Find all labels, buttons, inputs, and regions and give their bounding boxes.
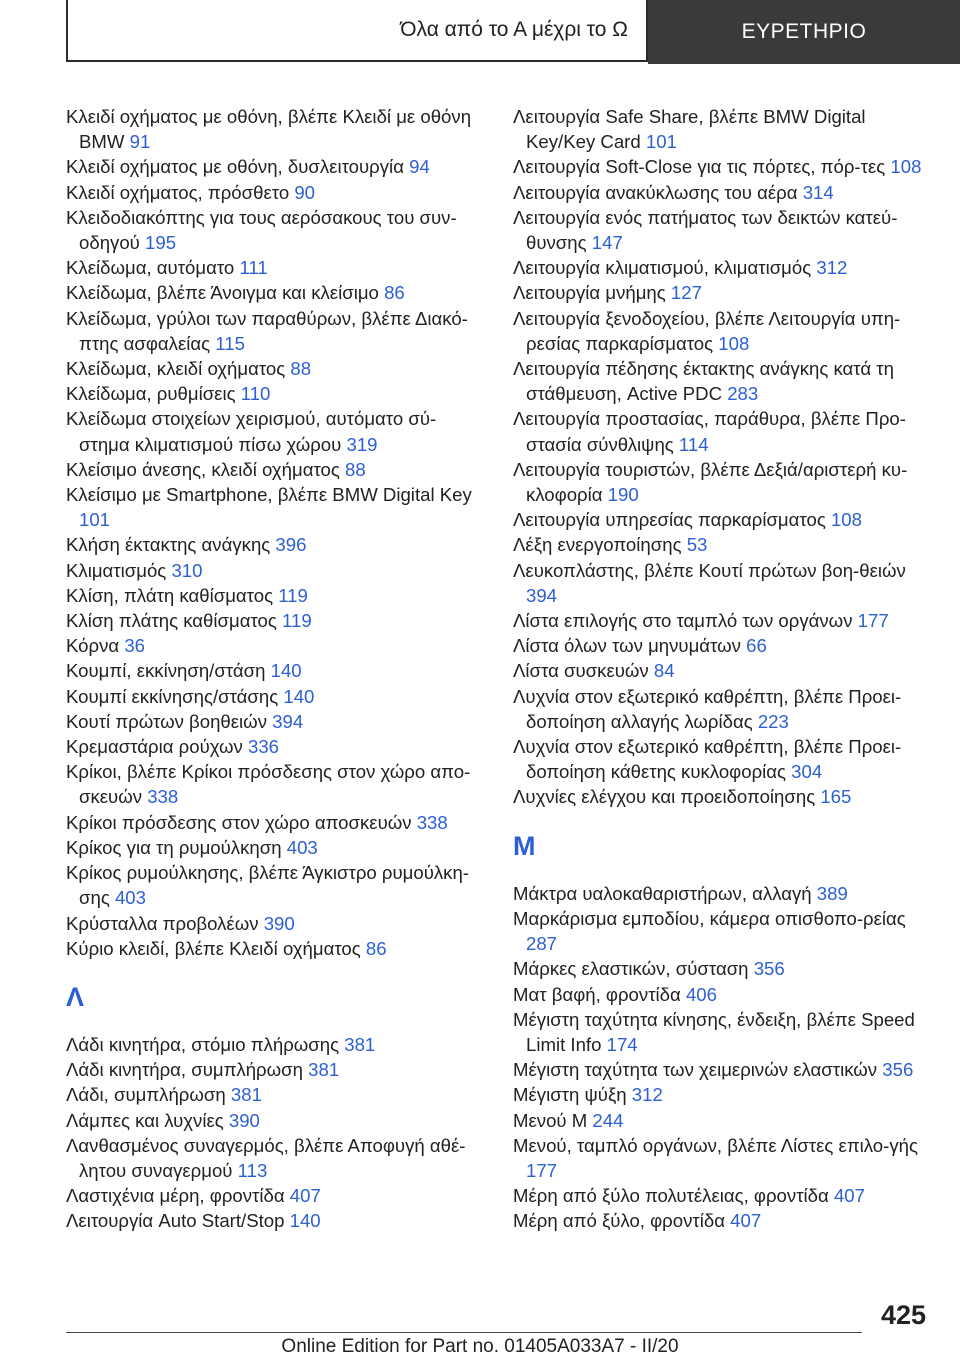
- page-link[interactable]: 407: [730, 1210, 762, 1232]
- index-entry-text: Λίστα επιλογής στο ταμπλό των οργάνων: [513, 610, 853, 632]
- index-entry: [513, 1082, 933, 1107]
- index-entry-text: Λυχνία στον εξωτερικό καθρέπτη, βλέπε Προει‐δοποίηση αλλαγής λωρίδας: [513, 685, 902, 732]
- index-letter-heading: Μ: [513, 830, 536, 861]
- page-link[interactable]: 338: [147, 786, 179, 808]
- index-entry-text: Ματ βαφή, φροντίδα: [513, 983, 681, 1005]
- page-link[interactable]: 111: [239, 257, 268, 279]
- index-column-left: [66, 104, 486, 1234]
- index-entry-text: Λάδι κινητήρα, στόμιο πλήρωσης: [66, 1033, 340, 1055]
- index-entry: [513, 658, 933, 683]
- index-entry-text: Κλειδί οχήματος με οθόνη, δυσλειτουργία: [66, 156, 404, 178]
- index-entry-text: Λυχνία στον εξωτερικό καθρέπτη, βλέπε Προει‐δοποίηση κάθετης κυκλοφορίας: [513, 736, 902, 783]
- page-link[interactable]: 403: [286, 836, 318, 858]
- page-link[interactable]: 101: [79, 509, 111, 531]
- index-entry: [513, 180, 933, 205]
- page-link[interactable]: 86: [384, 282, 405, 304]
- page-link[interactable]: 101: [645, 131, 677, 153]
- index-entry: [513, 255, 933, 280]
- index-entry-text: Μέρη από ξύλο πολυτέλειας, φροντίδα: [513, 1185, 829, 1207]
- index-entry-text: Λειτουργία πέδησης έκτακτης ανάγκης κατά τη στάθμευση, Active PDC: [513, 358, 894, 405]
- page-link[interactable]: 381: [344, 1033, 376, 1055]
- index-entry: [66, 532, 486, 557]
- index-entry-text: Κουμπί, εκκίνηση/στάση: [66, 660, 266, 682]
- index-entry-text: Κλείσιμο άνεσης, κλειδί οχήματος: [66, 458, 340, 480]
- page-link[interactable]: 406: [685, 983, 717, 1005]
- page-link[interactable]: 312: [816, 257, 848, 279]
- tab-index[interactable]: [648, 0, 960, 64]
- index-entry: [66, 658, 486, 683]
- index-entry-text: Λειτουργία ενός πατήματος των δεικτών κατεύ‐θυνσης: [513, 206, 898, 254]
- page-link[interactable]: 338: [416, 811, 448, 833]
- footer-edition-text: Online Edition for Part no. 01405A033A7 - II/20: [281, 1336, 679, 1357]
- index-entry: [66, 154, 486, 179]
- index-entry: [513, 633, 933, 658]
- page-link[interactable]: 223: [757, 710, 789, 732]
- index-entry: [513, 1057, 933, 1082]
- page-link[interactable]: 110: [240, 383, 271, 405]
- index-entry: [66, 911, 486, 936]
- page-link[interactable]: 312: [631, 1084, 663, 1106]
- index-entry-text: Λυχνίες ελέγχου και προειδοποίησης: [513, 786, 816, 808]
- index-entry-text: Μέγιστη ταχύτητα κίνησης, ένδειξη, βλέπε Speed Limit Info: [513, 1008, 915, 1055]
- index-entry: [66, 1133, 486, 1183]
- index-entry-text: Κρίκοι, βλέπε Κρίκοι πρόσδεσης στον χώρο απο‐σκευών: [66, 761, 471, 808]
- index-entry: [66, 1208, 486, 1233]
- footer-divider: [66, 1332, 862, 1333]
- index-entry: [66, 457, 486, 482]
- index-entry-text: Κλείδωμα, ρυθμίσεις: [66, 383, 236, 405]
- page-link[interactable]: 403: [114, 887, 146, 909]
- index-entry: [513, 1007, 933, 1057]
- index-entry: [513, 205, 933, 255]
- index-entry: [513, 457, 933, 507]
- page-link[interactable]: 127: [670, 282, 702, 304]
- page-link[interactable]: 177: [857, 610, 889, 632]
- index-column-right: [513, 104, 933, 1234]
- index-entry-text: Κλείδωμα, κλειδί οχήματος: [66, 358, 286, 380]
- page-link[interactable]: 84: [653, 660, 675, 682]
- index-entry-text: Μέγιστη ταχύτητα των χειμερινών ελαστικών: [513, 1059, 878, 1081]
- index-entry: [513, 558, 933, 608]
- index-entry: [66, 1032, 486, 1057]
- index-entry-text: Λειτουργία υπηρεσίας παρκαρίσματος: [513, 509, 826, 531]
- index-entry: [513, 104, 933, 154]
- index-entry: [513, 881, 933, 906]
- index-entry: [513, 1108, 933, 1133]
- index-letter-heading: Λ: [66, 981, 85, 1012]
- index-entry: [513, 956, 933, 981]
- page-link[interactable]: 381: [230, 1084, 262, 1106]
- index-entry-text: Κλειδί οχήματος, πρόσθετο: [66, 181, 290, 203]
- index-entry: [513, 532, 933, 557]
- page-link[interactable]: 396: [275, 534, 307, 556]
- index-entry-text: Λειτουργία Soft-Close για τις πόρτες, πόρ‐τες: [513, 156, 886, 178]
- index-entry-text: Κρύσταλλα προβολέων: [66, 912, 259, 934]
- index-entry-text: Κλιματισμός: [66, 559, 167, 581]
- page-link[interactable]: 119: [282, 610, 312, 632]
- page-link[interactable]: 108: [718, 332, 750, 354]
- page-link[interactable]: 407: [289, 1185, 321, 1207]
- index-entry-text: Κρίκοι πρόσδεσης στον χώρο αποσκευών: [66, 811, 412, 833]
- index-entry-text: Μαρκάρισμα εμποδίου, κάμερα οπισθοπο‐ρείας: [513, 907, 906, 929]
- index-entry-text: Κόρνα: [66, 635, 120, 657]
- index-entry: [513, 280, 933, 305]
- page-link[interactable]: 287: [526, 933, 558, 955]
- index-entry-text: Μέγιστη ψύξη: [513, 1084, 627, 1106]
- index-entry-text: Λειτουργία τουριστών, βλέπε Δεξιά/αριστερή κυ‐κλοφορία: [513, 458, 908, 506]
- index-entry: [66, 709, 486, 734]
- index-entry-text: Λειτουργία κλιματισμού, κλιματισμός: [513, 257, 812, 279]
- index-entry: [66, 381, 486, 406]
- index-entry: [513, 906, 933, 956]
- index-entry-text: Κλείδωμα στοιχείων χειρισμού, αυτόματο σύ‐στημα κλιματισμού πίσω χώρου: [66, 408, 437, 455]
- index-entry-text: Κλειδοδιακόπτης για τους αερόσακους του συν‐οδηγού: [66, 206, 457, 254]
- index-entry-text: Κουμπί εκκίνησης/στάσης: [66, 685, 279, 707]
- page-link[interactable]: 195: [145, 232, 177, 254]
- index-entry-text: Κρεμαστάρια ρούχων: [66, 736, 243, 758]
- index-entry: [66, 306, 486, 356]
- index-entry: [66, 205, 486, 255]
- index-entry-text: Κλείσιμο με Smartphone, βλέπε BMW Digital Key: [66, 484, 472, 506]
- index-entry: [66, 684, 486, 709]
- index-entry-text: Λάμπες και λυχνίες: [66, 1109, 224, 1131]
- page-link[interactable]: 177: [526, 1159, 558, 1181]
- index-entry: [66, 608, 486, 633]
- index-entry: [513, 406, 933, 456]
- page-link[interactable]: 389: [816, 882, 848, 904]
- page-link[interactable]: 381: [308, 1059, 340, 1081]
- index-entry: [66, 734, 486, 759]
- page-link[interactable]: 390: [263, 912, 295, 934]
- index-entry-text: Μενού M: [513, 1109, 588, 1131]
- page-link[interactable]: 91: [129, 131, 151, 153]
- index-entry: [513, 1133, 933, 1183]
- page-link[interactable]: 283: [727, 383, 759, 405]
- page-number: 425: [880, 1300, 926, 1330]
- index-entry-text: Λειτουργία προστασίας, παράθυρα, βλέπε Προ‐στασία σύνθλιψης: [513, 408, 906, 455]
- index-entry: [513, 306, 933, 356]
- index-entry-text: Μάκτρα υαλοκαθαριστήρων, αλλαγή: [513, 882, 812, 904]
- index-entry-text: Λειτουργία Safe Share, βλέπε BMW Digital Key/Key Card: [513, 106, 866, 153]
- page-link[interactable]: 336: [248, 736, 280, 758]
- page-link[interactable]: 319: [346, 433, 378, 455]
- page-link[interactable]: 244: [592, 1109, 624, 1131]
- index-entry: [513, 734, 933, 784]
- index-entry-text: Μενού, ταμπλό οργάνων, βλέπε Λίστες επιλο‐γής: [513, 1134, 918, 1156]
- index-entry: [513, 608, 933, 633]
- index-entry-text: Μέρη από ξύλο, φροντίδα: [513, 1210, 725, 1232]
- index-entry: [66, 558, 486, 583]
- index-entry: [513, 507, 933, 532]
- index-entry-text: Κλείδωμα, βλέπε Άνοιγμα και κλείσιμο: [66, 282, 379, 304]
- page-link[interactable]: 114: [678, 433, 709, 455]
- index-entry-text: Κλίση, πλάτη καθίσματος: [66, 584, 274, 606]
- index-entry: [66, 860, 486, 910]
- index-entry: [66, 583, 486, 608]
- page-link[interactable]: 356: [753, 958, 785, 980]
- page-link[interactable]: 140: [283, 685, 315, 707]
- index-entry: [513, 1208, 933, 1233]
- index-entry: [66, 180, 486, 205]
- index-entry-text: Λαστιχένια μέρη, φροντίδα: [66, 1185, 285, 1207]
- page-link[interactable]: 90: [294, 181, 316, 203]
- index-entry-text: Κλείδωμα, αυτόματο: [66, 257, 235, 279]
- page-link[interactable]: 310: [171, 559, 203, 581]
- index-entry-text: Λανθασμένος συναγερμός, βλέπε Αποφυγή αθέ‐λητου συναγερμού: [66, 1134, 466, 1181]
- index-entry-text: Λίστα όλων των μηνυμάτων: [513, 635, 741, 657]
- page-link[interactable]: 66: [746, 635, 767, 657]
- index-entry: [66, 810, 486, 835]
- index-entry-text: Κλήση έκτακτης ανάγκης: [66, 534, 271, 556]
- index-entry-text: Λειτουργία ανακύκλωσης του αέρα: [513, 181, 798, 203]
- index-entry-text: Λάδι, συμπλήρωση: [66, 1084, 226, 1106]
- index-entry: [66, 255, 486, 280]
- page-link[interactable]: 356: [882, 1059, 914, 1081]
- index-entry: [513, 982, 933, 1007]
- index-entry-text: Λειτουργία Auto Start/Stop: [66, 1210, 285, 1232]
- index-entry-text: Λευκοπλάστης, βλέπε Κουτί πρώτων βοη‐θειών: [513, 559, 906, 581]
- index-entry: [513, 154, 933, 179]
- index-entry-text: Κλίση πλάτης καθίσματος: [66, 610, 277, 632]
- index-entry: [66, 1082, 486, 1107]
- page-link[interactable]: 88: [345, 458, 366, 480]
- index-entry: [513, 684, 933, 734]
- index-entry: [513, 784, 933, 809]
- page-link[interactable]: 86: [365, 937, 387, 959]
- index-entry-text: Κλείδωμα, γρύλοι των παραθύρων, βλέπε Διακό‐πτης ασφαλείας: [66, 307, 468, 354]
- index-entry: [66, 835, 486, 860]
- page-link[interactable]: 88: [290, 358, 312, 380]
- page-link[interactable]: 113: [237, 1159, 268, 1181]
- page-link[interactable]: 147: [591, 232, 623, 254]
- index-entry-text: Κουτί πρώτων βοηθειών: [66, 710, 267, 732]
- index-entry: [66, 482, 486, 532]
- index-entry: [66, 280, 486, 305]
- index-entry: [66, 1183, 486, 1208]
- index-entry: [66, 936, 486, 961]
- tab-index-label: ΕΥΡΕΤΗΡΙΟ: [741, 20, 867, 43]
- index-entry: [66, 406, 486, 456]
- index-entry-text: Κύριο κλειδί, βλέπε Κλειδί οχήματος: [66, 937, 361, 959]
- index-entry-text: Λειτουργία ξενοδοχείου, βλέπε Λειτουργία υπη‐ρεσίας παρκαρίσματος: [513, 307, 901, 354]
- index-entry-text: Λάδι κινητήρα, συμπλήρωση: [66, 1059, 303, 1081]
- page-link[interactable]: 394: [526, 584, 558, 606]
- index-entry: [66, 356, 486, 381]
- index-entry-text: Κρίκος για τη ρυμούλκηση: [66, 836, 282, 858]
- page-link[interactable]: 314: [802, 181, 834, 203]
- index-entry: [66, 1108, 486, 1133]
- index-entry: [66, 104, 486, 154]
- page-link[interactable]: 119: [278, 584, 308, 606]
- index-entry-text: Μάρκες ελαστικών, σύσταση: [513, 958, 749, 980]
- page-link[interactable]: 108: [830, 509, 862, 531]
- page-link[interactable]: 407: [833, 1185, 865, 1207]
- page-link[interactable]: 140: [289, 1210, 321, 1232]
- page-link[interactable]: 165: [820, 786, 852, 808]
- page-link[interactable]: 140: [270, 660, 302, 682]
- index-entry-text: Λίστα συσκευών: [513, 660, 649, 682]
- page-link[interactable]: 190: [607, 484, 639, 506]
- index-entry: [66, 1057, 486, 1082]
- page-link[interactable]: 304: [791, 761, 823, 783]
- page-link[interactable]: 108: [890, 156, 922, 178]
- index-entry: [66, 759, 486, 809]
- index-entry-text: Λειτουργία μνήμης: [513, 282, 666, 304]
- index-entry: [66, 633, 486, 658]
- page-link[interactable]: 115: [215, 332, 245, 354]
- page-link[interactable]: 390: [228, 1109, 260, 1131]
- page-link[interactable]: 94: [409, 156, 430, 178]
- tab-all-label: Όλα από το Α μέχρι το Ω: [400, 18, 628, 41]
- index-entry-text: Κρίκος ρυμούλκησης, βλέπε Άγκιστρο ρυμούλκη‐σης: [66, 862, 469, 909]
- page-link[interactable]: 53: [686, 534, 708, 556]
- page-link[interactable]: 394: [272, 710, 304, 732]
- page-link[interactable]: 174: [606, 1033, 638, 1055]
- index-entry: [513, 356, 933, 406]
- page-link[interactable]: 36: [124, 635, 145, 657]
- index-entry: [513, 1183, 933, 1208]
- tab-all-a-to-z[interactable]: [66, 0, 648, 62]
- header-tabs: [66, 0, 960, 64]
- index-entry-text: Κλειδί οχήματος με οθόνη, βλέπε Κλειδί με οθόνη BMW: [66, 106, 472, 153]
- index-entry-text: Λέξη ενεργοποίησης: [513, 534, 682, 556]
